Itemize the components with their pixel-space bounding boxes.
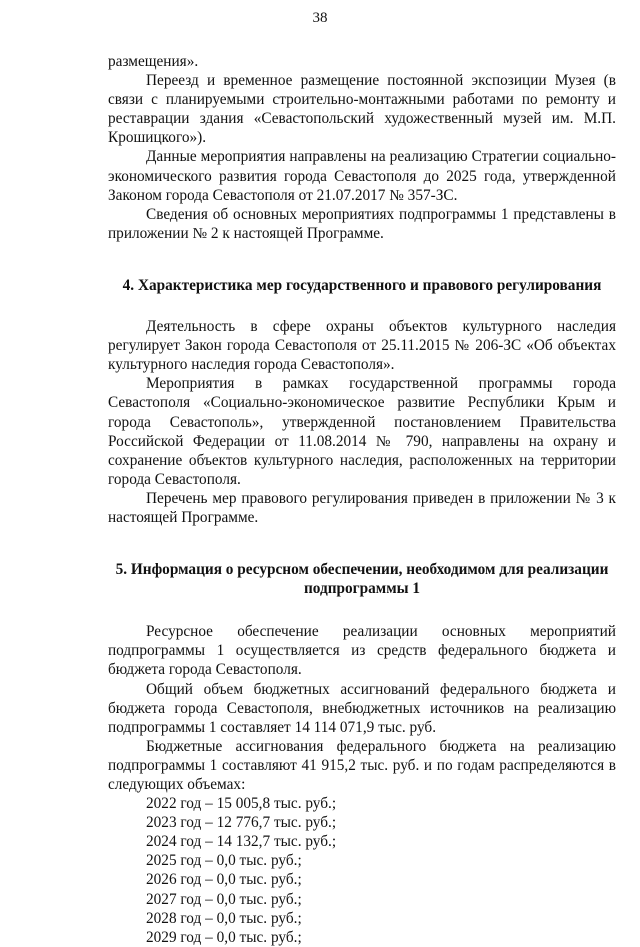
paragraph: Данные мероприятия направлены на реализацию Стратегии социально-экономического развития города Севастополя до 2025 года, утвержденной Законом города Севастополя от 21.07.2017 № 357-ЗС. — [108, 148, 616, 204]
page-number: 38 — [312, 10, 328, 26]
section-4-heading: 4. Характеристика мер государственного и правового регулирования — [122, 276, 602, 294]
section-5-heading-line1: 5. Информация о ресурсном обеспечении, необходимом для реализации — [115, 561, 609, 579]
paragraph: размещения». — [108, 53, 199, 70]
paragraph: Мероприятия в рамках государственной программы города Севастополя «Социально-экономическое развитие Республики Крым и города Севастополь», утвержденной постановлением Правительства Российской Федерации от 11.08.2014 № 790, направлены на охрану и сохранение объектов культурного наследия, расположенных на территории города Севастополя. — [108, 375, 616, 488]
budget-year-item: 2023 год – 12 776,7 тыс. руб.; — [146, 814, 337, 832]
document-body — [108, 52, 616, 947]
budget-year-item: 2028 год – 0,0 тыс. руб.; — [146, 909, 302, 927]
paragraph: Общий объем бюджетных ассигнований федерального бюджета и бюджета города Севастополя, внебюджетных источников на реализацию подпрограммы 1 составляет 14 114 071,9 тыс. руб. — [108, 680, 616, 736]
paragraph: Бюджетные ассигнования федерального бюджета на реализацию подпрограммы 1 составляют 41 915,2 тыс. руб. и по годам распределяются в следующих объемах: — [108, 737, 616, 793]
paragraph: Сведения об основных мероприятиях подпрограммы 1 представлены в приложении № 2 к настоящей Программе. — [108, 205, 616, 242]
budget-year-item: 2022 год – 15 005,8 тыс. руб.; — [146, 795, 337, 813]
paragraph: Деятельность в сфере охраны объектов культурного наследия регулирует Закон города Севастополя от 25.11.2015 № 206-ЗС «Об объектах культурного наследия города Севастополя». — [108, 318, 616, 374]
budget-year-item: 2029 год – 0,0 тыс. руб.; — [146, 928, 302, 946]
budget-year-item: 2024 год – 14 132,7 тыс. руб.; — [146, 833, 337, 851]
section-5-heading-line2: подпрограммы 1 — [303, 580, 421, 598]
budget-by-year-list — [108, 794, 616, 947]
paragraph: Переезд и временное размещение постоянной экспозиции Музея (в связи с планируемыми строительно-монтажными работами по ремонту и реставрации здания «Севастопольский художественный музей им. М.П. Крошицкого»). — [108, 72, 616, 147]
paragraph: Ресурсное обеспечение реализации основных мероприятий подпрограммы 1 осуществляется из средств федерального бюджета и бюджета города Севастополя. — [108, 623, 616, 679]
budget-year-item: 2026 год – 0,0 тыс. руб.; — [146, 871, 302, 889]
budget-year-item: 2025 год – 0,0 тыс. руб.; — [146, 852, 302, 870]
budget-year-item: 2027 год – 0,0 тыс. руб.; — [146, 890, 302, 908]
paragraph: Перечень мер правового регулирования приведен в приложении № 3 к настоящей Программе. — [108, 489, 616, 526]
section-5-heading — [108, 560, 616, 598]
